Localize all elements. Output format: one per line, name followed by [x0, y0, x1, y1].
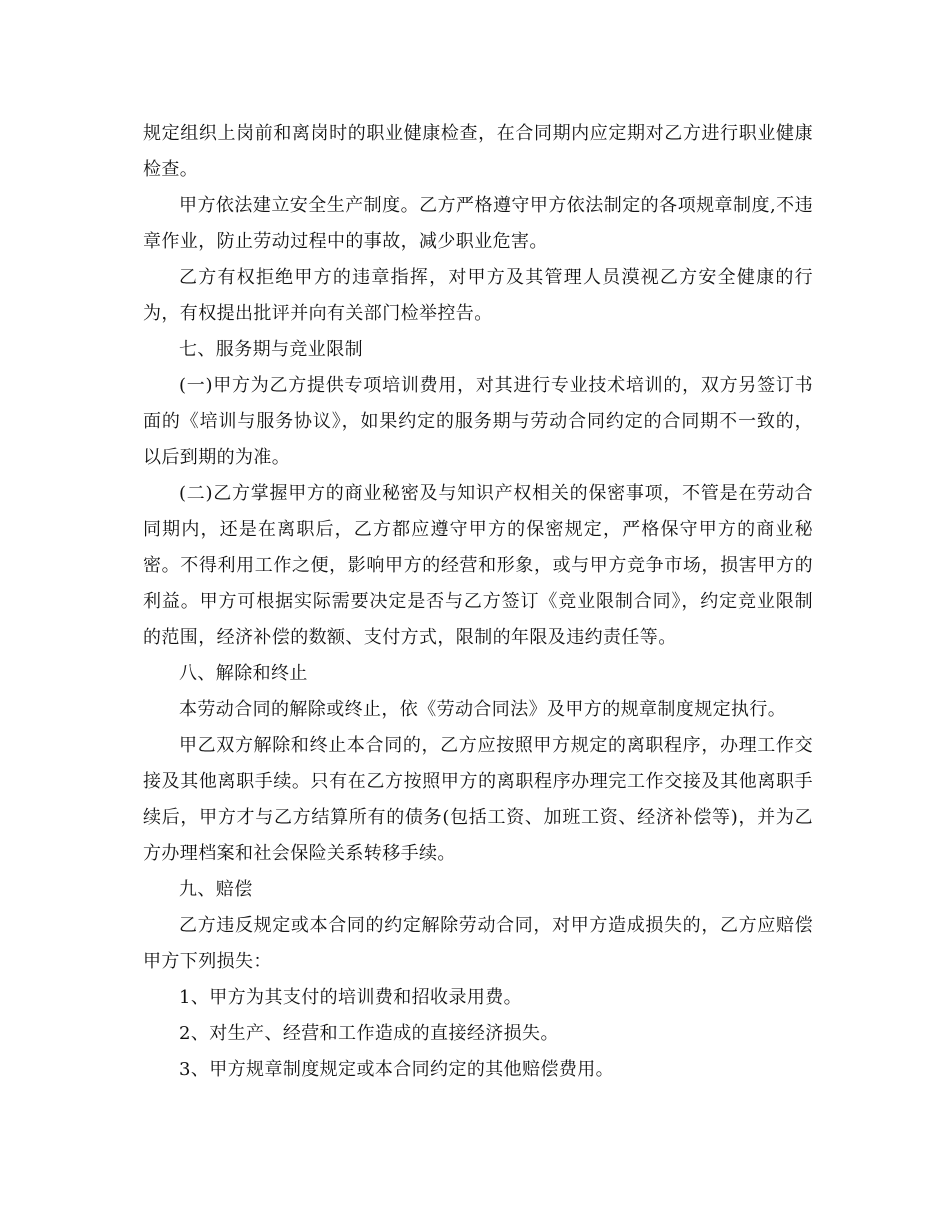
paragraph-confidentiality: (二)乙方掌握甲方的商业秘密及与知识产权相关的保密事项，不管是在劳动合同期内，还是在离职后，乙方都应遵守甲方的保密规定，严格保守甲方的商业秘密。不得利用工作之便，影响甲方的经营和形象，或与甲方竞争市场，损害甲方的利益。甲方可根据实际需要决定是否与乙方签订《竞业限制合同》，约定竞业限制的范围，经济补偿的数额、支付方式，限制的年限及违约责任等。: [143, 483, 813, 648]
paragraph-safety-system: 甲方依法建立安全生产制度。乙方严格遵守甲方依法制定的各项规章制度,不违章作业，防止劳动过程中的事故，减少职业危害。: [143, 195, 813, 252]
section-heading-termination: 八、解除和终止: [179, 663, 308, 684]
paragraph-termination-rule: 本劳动合同的解除或终止，依《劳动合同法》及甲方的规章制度规定执行。: [179, 699, 787, 720]
list-item-direct-losses: 2、对生产、经营和工作造成的直接经济损失。: [179, 1023, 559, 1044]
paragraph-refuse-orders: 乙方有权拒绝甲方的违章指挥，对甲方及其管理人员漠视乙方安全健康的行为，有权提出批评并向有关部门检举控告。: [143, 267, 813, 324]
paragraph-training-agreement: (一)甲方为乙方提供专项培训费用，对其进行专业技术培训的，双方另签订书面的《培训与服务协议》，如果约定的服务期与劳动合同约定的合同期不一致的，以后到期的为准。: [143, 375, 813, 468]
section-heading-service-period: 七、服务期与竞业限制: [179, 339, 363, 360]
section-heading-compensation: 九、赔偿: [179, 879, 253, 900]
paragraph-compensation-intro: 乙方违反规定或本合同的约定解除劳动合同，对甲方造成损失的，乙方应赔偿甲方下列损失：: [143, 915, 813, 972]
paragraph-resignation-procedure: 甲乙双方解除和终止本合同的，乙方应按照甲方规定的离职程序，办理工作交接及其他离职手续。只有在乙方按照甲方的离职程序办理完工作交接及其他离职手续后，甲方才与乙方结算所有的债务(包括工资、加班工资、经济补偿等)，并为乙方办理档案和社会保险关系转移手续。: [143, 735, 813, 864]
list-item-other-costs: 3、甲方规章制度规定或本合同约定的其他赔偿费用。: [179, 1059, 615, 1080]
list-item-training-fees: 1、甲方为其支付的培训费和招收录用费。: [179, 987, 523, 1008]
paragraph-health-check: 规定组织上岗前和离岗时的职业健康检查，在合同期内应定期对乙方进行职业健康检查。: [143, 123, 813, 180]
document-body: [143, 116, 813, 1088]
